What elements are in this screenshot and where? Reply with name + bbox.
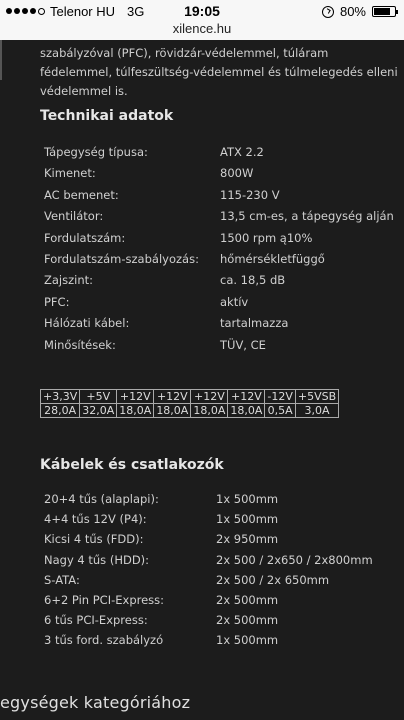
rail-voltage-cell: +3,3V <box>41 390 80 404</box>
rails-value-row <box>41 404 339 418</box>
rail-voltage-cell: +5VSB <box>295 390 338 404</box>
rail-voltage-cell: +5V <box>80 390 117 404</box>
spec-label: Ventilátor: <box>44 209 104 224</box>
spec-value: tartalmazza <box>220 316 289 331</box>
spec-label: Minősítések: <box>44 337 116 352</box>
spec-value: 1x 500mm <box>216 492 279 506</box>
spec-value: 2x 500 / 2x650 / 2x800mm <box>216 552 373 567</box>
spec-value: 2x 500mm <box>216 593 279 607</box>
spec-value: 1500 rpm ą10% <box>220 230 313 245</box>
spec-label: Fordulatszám: <box>44 230 126 245</box>
category-link-text[interactable]: egységek kategóriához <box>0 693 191 712</box>
spec-label: Zajszint: <box>44 273 94 288</box>
spec-label: Nagy 4 tűs (HDD): <box>44 552 150 567</box>
spec-label: PFC: <box>44 294 70 309</box>
spec-label: 20+4 tűs (alaplapi): <box>44 492 159 506</box>
rail-voltage-cell: +12V <box>191 390 228 404</box>
spec-label: Fordulatszám-szabályozás: <box>44 252 199 266</box>
spec-label: 6 tűs PCI-Express: <box>44 613 148 628</box>
spec-value: 1x 500mm <box>216 512 279 527</box>
rail-current-cell: 18,0A <box>228 404 265 418</box>
intro-paragraph: szabályzóval (PFC), rövidzár-védelemmel, túláram fédelemmel, túlfeszültség-védelemmel és túlmelegedés elleni védelemmel is. <box>40 46 398 98</box>
clock: 19:05 <box>184 3 220 19</box>
cables-heading: Kábelek és csatlakozók <box>40 457 224 473</box>
rail-voltage-cell: -12V <box>265 390 296 404</box>
spec-value: 115-230 V <box>220 187 280 202</box>
left-divider <box>0 40 2 80</box>
spec-value: 2x 950mm <box>216 532 279 547</box>
spec-label: 3 tűs ford. szabályzó <box>44 633 164 648</box>
spec-label: S-ATA: <box>44 572 80 587</box>
spec-value: 800W <box>220 166 254 181</box>
carrier-name: Telenor HU <box>50 4 116 19</box>
battery-percentage: 80% <box>339 4 366 19</box>
spec-label: Kicsi 4 tűs (FDD): <box>44 532 144 547</box>
rail-voltage-cell: +12V <box>117 390 154 404</box>
page-content <box>0 40 404 720</box>
tech-specs-heading: Technikai adatok <box>40 108 174 124</box>
rail-voltage-cell: +12V <box>154 390 191 404</box>
spec-value: 2x 500mm <box>216 613 279 628</box>
battery-icon <box>372 6 396 17</box>
rail-current-cell: 18,0A <box>117 404 154 418</box>
rail-voltage-cell: +12V <box>228 390 265 404</box>
rail-current-cell: 32,0A <box>80 404 117 418</box>
rails-header-row <box>41 390 339 404</box>
power-rails-table <box>40 389 339 418</box>
rotation-lock-icon <box>322 6 334 18</box>
spec-label: AC bemenet: <box>44 187 119 202</box>
spec-label: Kimenet: <box>44 166 96 181</box>
spec-label: Hálózati kábel: <box>44 316 130 331</box>
rail-current-cell: 28,0A <box>41 404 80 418</box>
spec-value: 13,5 cm-es, a tápegység alján <box>220 209 394 224</box>
spec-label: Tápegység típusa: <box>44 145 148 159</box>
rail-current-cell: 3,0A <box>295 404 338 418</box>
rail-current-cell: 18,0A <box>191 404 228 418</box>
status-bar <box>0 0 404 40</box>
spec-value: ATX 2.2 <box>220 145 264 159</box>
rail-current-cell: 0,5A <box>265 404 296 418</box>
spec-label: 4+4 tűs 12V (P4): <box>44 512 147 527</box>
spec-value: aktív <box>220 294 249 309</box>
spec-value: 2x 500 / 2x 650mm <box>216 572 330 587</box>
spec-value: TÜV, CE <box>220 337 266 352</box>
rail-current-cell: 18,0A <box>154 404 191 418</box>
spec-value: hőmérsékletfüggő <box>220 252 325 266</box>
spec-value: ca. 18,5 dB <box>220 273 286 288</box>
network-type: 3G <box>127 4 145 19</box>
spec-value: 1x 500mm <box>216 633 279 648</box>
spec-label: 6+2 Pin PCI-Express: <box>44 593 165 607</box>
system-indicators <box>322 4 396 19</box>
address-bar-url[interactable]: xilence.hu <box>172 21 232 36</box>
